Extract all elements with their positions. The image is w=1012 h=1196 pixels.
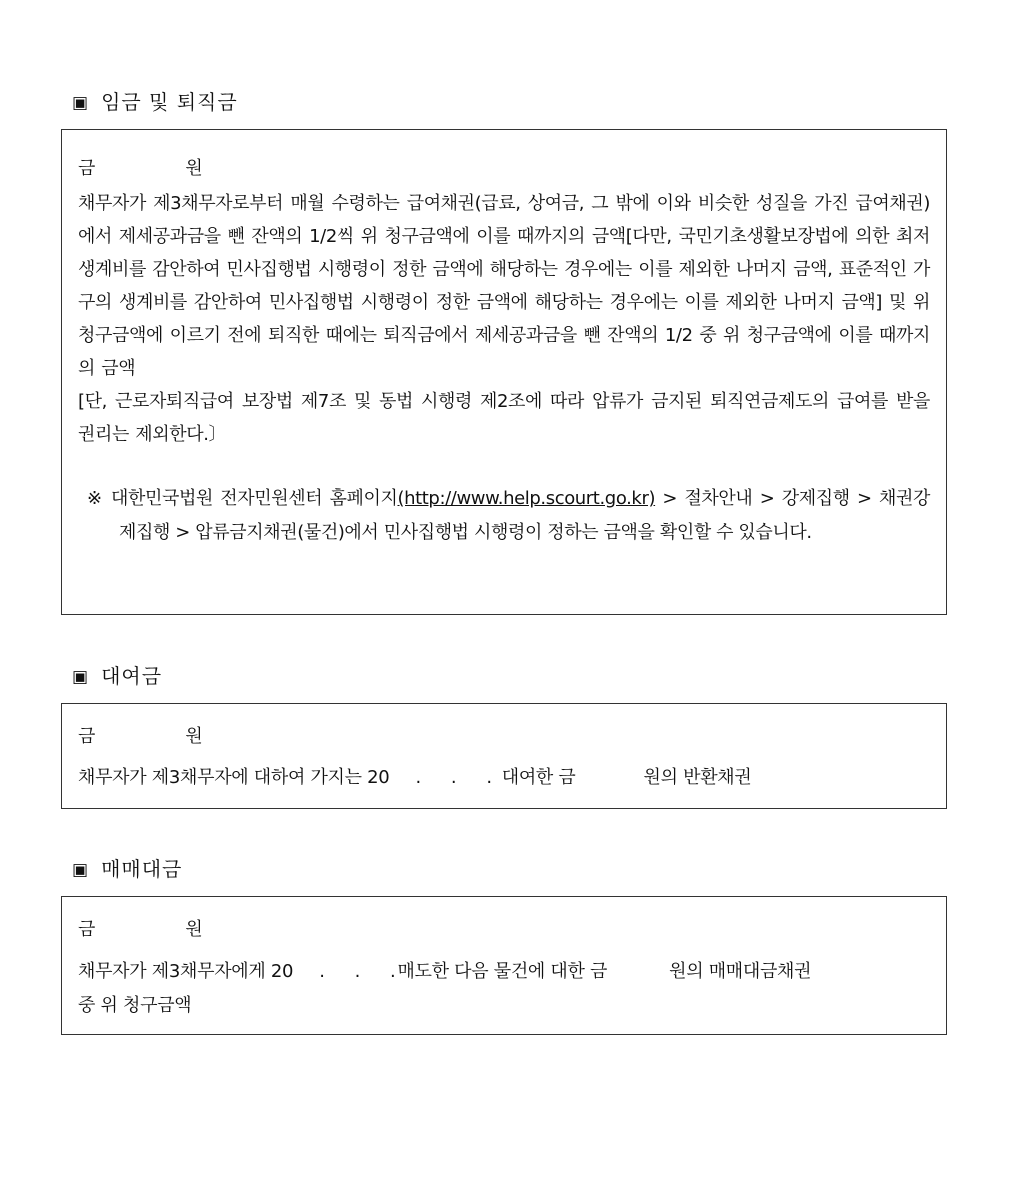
square-bullet-icon: ▣ [72,667,90,687]
date-dot: . [486,767,492,788]
loan-claim-line [78,766,930,790]
wages-box [61,129,947,615]
court-website-link[interactable]: (http://www.help.scourt.go.kr) [397,488,656,509]
sale-claim-line-2: 중 위 청구금액 [78,995,192,1016]
reference-mark-icon: ※ [87,488,102,509]
sale-claim-text-a: 채무자가 제3채무자에게 20 [78,961,294,982]
wages-amount-line [78,157,930,181]
wages-note [78,482,930,550]
won-label: 원 [185,158,203,179]
loan-amount-line [78,725,930,749]
amount-label: 금 [78,919,96,940]
date-dot: . [415,767,421,788]
square-bullet-icon: ▣ [72,860,90,880]
won-label: 원 [185,919,203,940]
loan-claim-text-b: 대여한 금 [501,767,576,788]
date-dot: . [319,961,325,982]
date-dot: . [390,961,396,982]
note-text-post: > 절차안내 > 강제집행 > 채권강제집행 > 압류금지채권(물건)에서 민사집행법 시행령이 정하는 금액을 확인할 수 있습니다. [119,488,931,543]
sale-amount-line [78,918,930,942]
amount-label: 금 [78,726,96,747]
date-dot: . [450,767,457,788]
square-bullet-icon: ▣ [72,93,90,113]
loan-heading-text: 대여금 [101,664,163,688]
sale-heading-text: 매매대금 [101,857,183,881]
wages-heading-text: 임금 및 퇴직금 [101,90,238,114]
sale-claim-text-b: 매도한 다음 물건에 대한 금 [397,961,608,982]
sale-section-heading [72,855,182,884]
wages-section-heading [72,88,238,117]
note-text-pre: 대한민국법원 전자민원센터 홈페이지 [111,488,398,509]
loan-claim-text-a: 채무자가 제3채무자에 대하여 가지는 20 [78,767,390,788]
sale-claim-text-c: 원의 매매대금채권 [669,961,812,982]
wages-body-paragraph-1: 채무자가 제3채무자로부터 매월 수령하는 급여채권(급료, 상여금, 그 밖에 이와 비슷한 성질을 가진 급여채권)에서 제세공과금을 뺀 잔액의 1/2씩 위 청구금액에 이를 때까지의 금액[다만, 국민기초생활보장법에 의한 최저생계비를 감안하여 민사집행법 시행령이 정한 금액에 해당하는 경우에는 이를 제외한 나머지 금액, 표준적인 가구의 생계비를 감안하여 민사집행법 시행령이 정한 금액에 해당하는 경우에는 이를 제외한 나머지 금액] 및 위 청구금액에 이르기 전에 퇴직한 때에는 퇴직금에서 제세공과금을 뺀 잔액의 1/2 중 위 청구금액에 이를 때까지의 금액 [78,193,930,379]
loan-claim-text-c: 원의 반환채권 [643,767,752,788]
won-label: 원 [185,726,203,747]
wages-body-paragraph-2: [단, 근로자퇴직급여 보장법 제7조 및 동법 시행령 제2조에 따라 압류가 금지된 퇴직연금제도의 급여를 받을 권리는 제외한다.〕 [78,391,930,445]
sale-box [61,896,947,1035]
sale-claim-line [78,960,930,984]
amount-label: 금 [78,158,96,179]
loan-box [61,703,947,809]
loan-section-heading [72,662,162,691]
date-dot: . [354,961,361,982]
